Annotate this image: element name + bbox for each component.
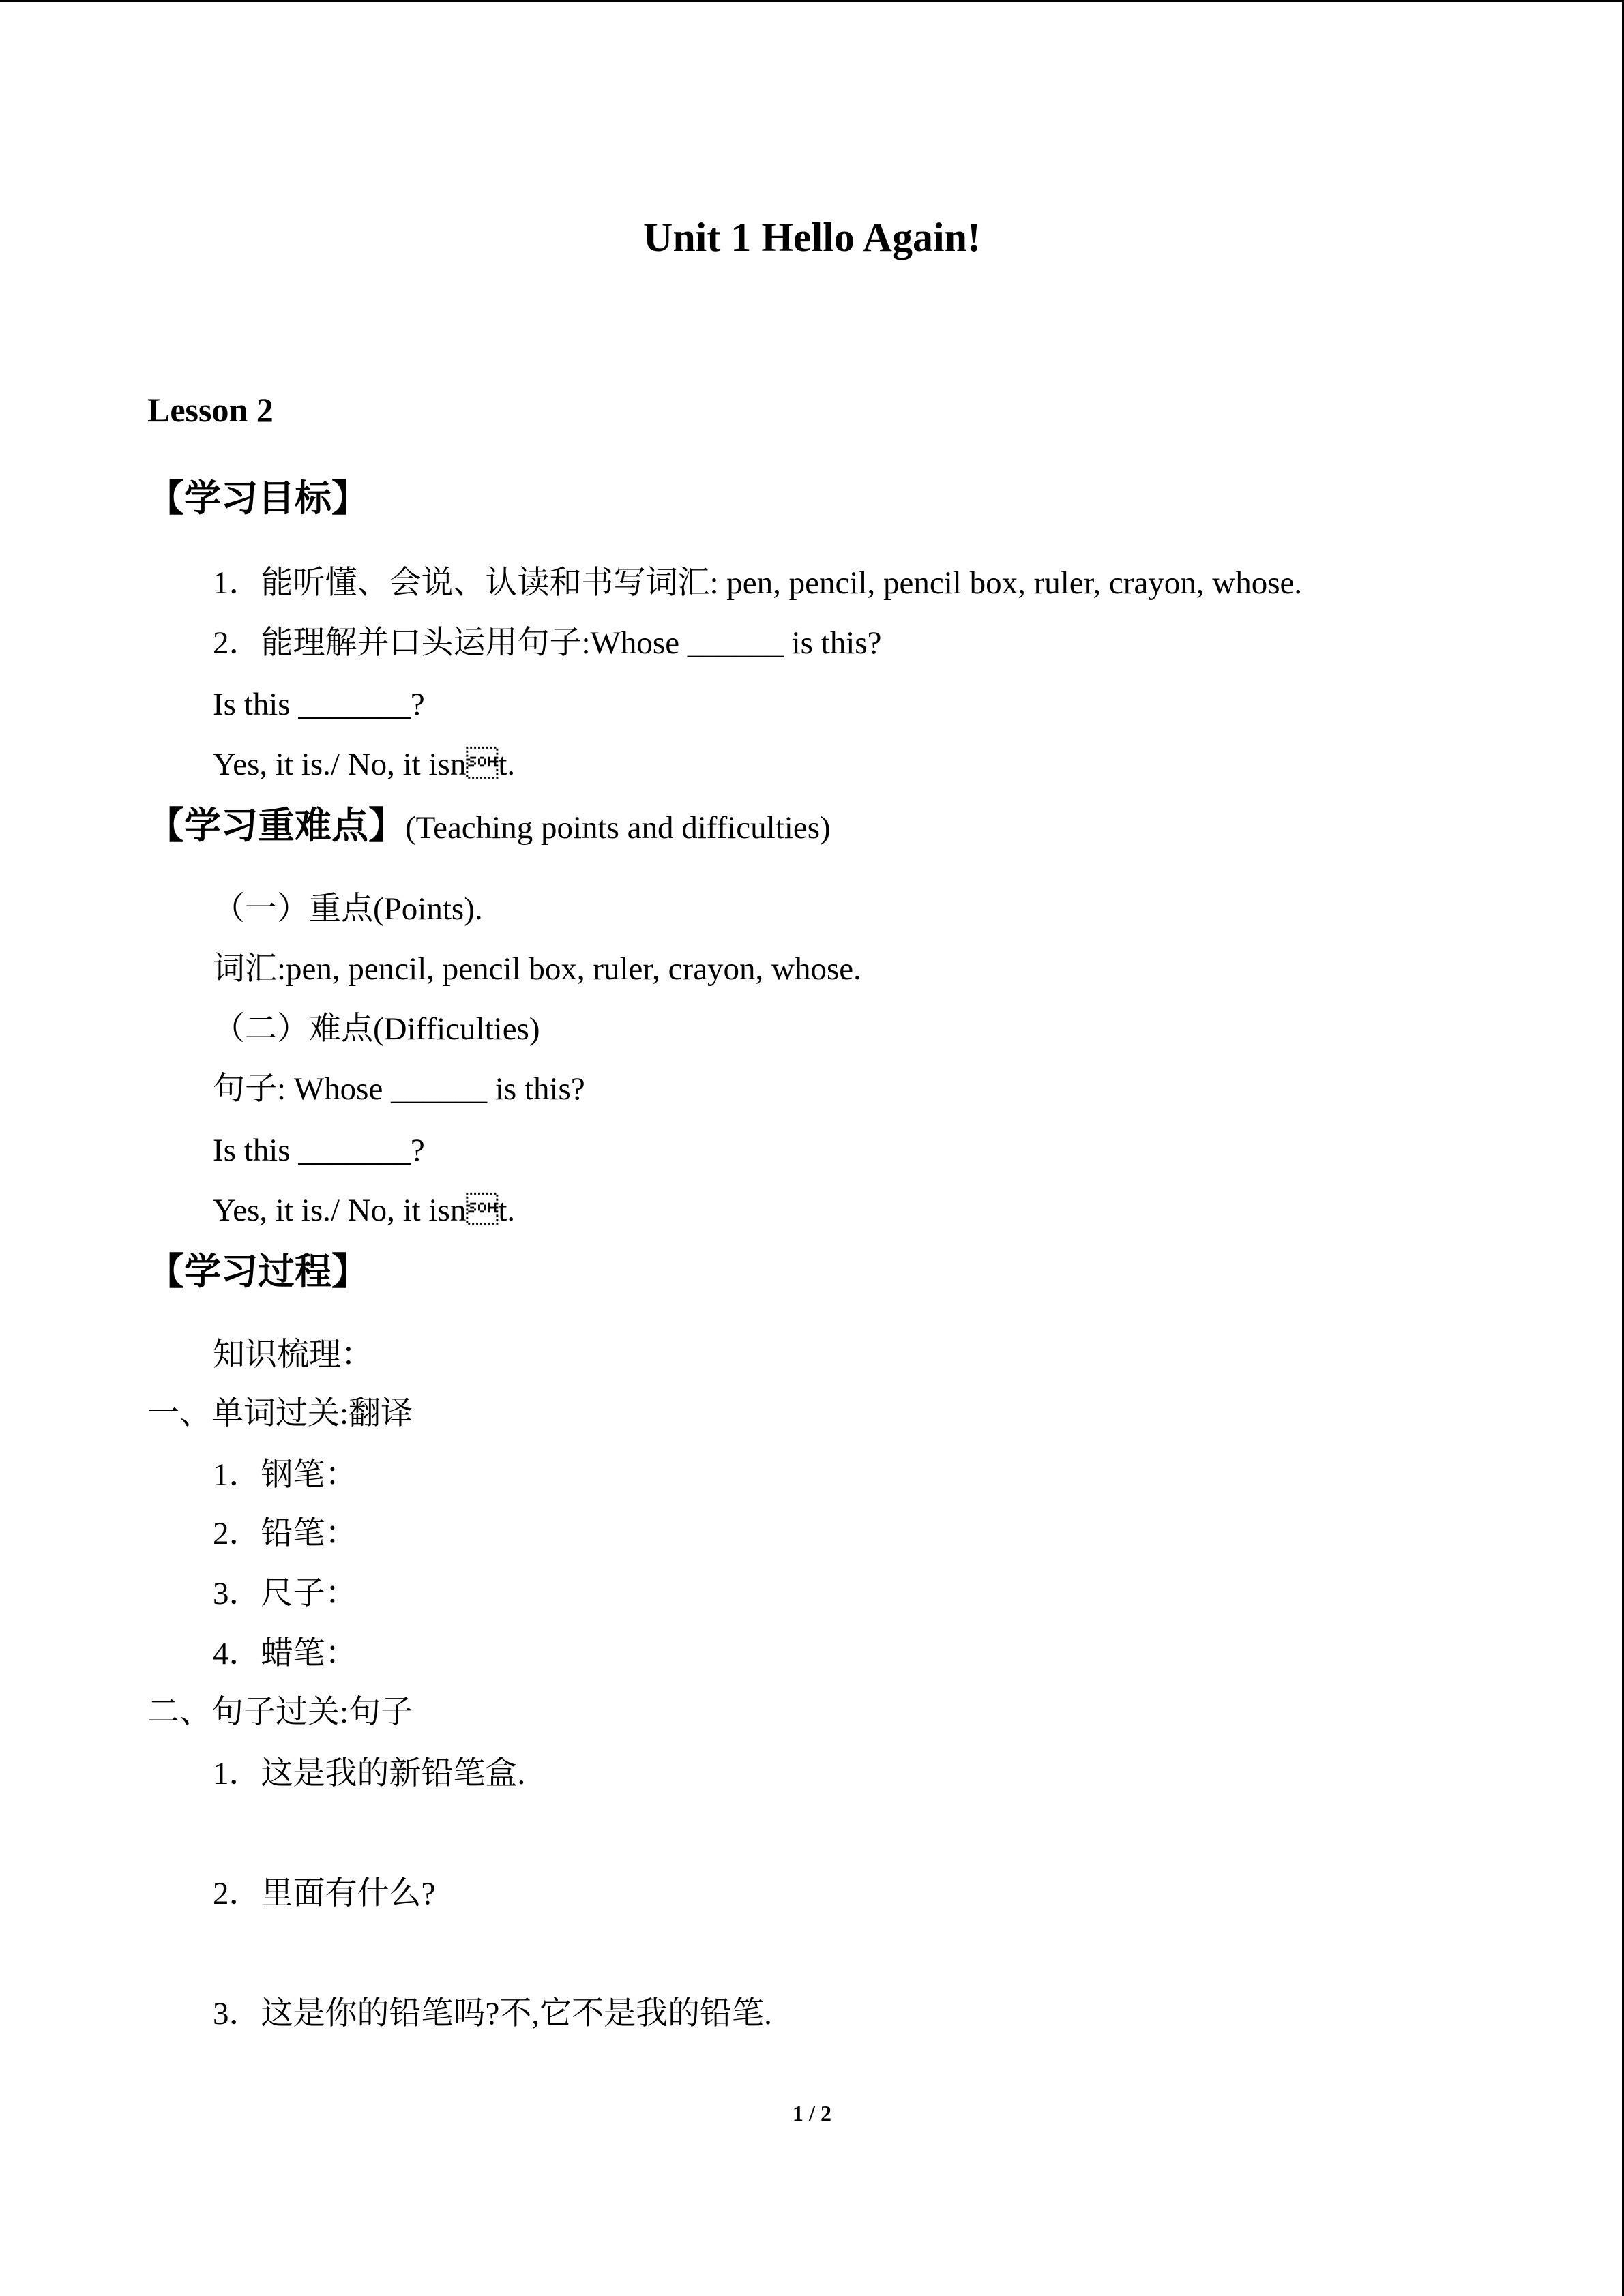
key-points-item-4: 句子: Whose ______ is this? <box>213 1071 585 1107</box>
key-points-heading-label: 【学习重难点】 <box>147 804 405 847</box>
objective-item-4: Yes, it is./ No, it isnt. <box>213 747 516 782</box>
key-points-item-2: 词汇:pen, pencil, pencil box, ruler, crayon, whose. <box>213 951 861 987</box>
key-points-heading-english: (Teaching points and difficulties) <box>405 810 831 846</box>
key-points-item-1: （一）重点(Points). <box>213 891 483 927</box>
key-points-item-6: Yes, it is./ No, it isnt. <box>213 1193 516 1228</box>
key-points-item-3: （二）难点(Difficulties) <box>213 1011 540 1047</box>
lesson-label: Lesson 2 <box>147 391 274 429</box>
process-intro: 知识梳理： <box>213 1337 373 1373</box>
key-points-item-5: Is this _______? <box>213 1133 425 1168</box>
objective-item-3: Is this _______? <box>213 687 425 722</box>
sentence-item-1: 1．这是我的新铅笔盒. <box>213 1756 526 1791</box>
objective-item-1: 1．能听懂、会说、认读和书写词汇: pen, pencil, pencil box, ruler, crayon, whose. <box>213 565 1303 601</box>
sentence-item-2: 2．里面有什么? <box>213 1876 436 1911</box>
objective-item-2: 2．能理解并口头运用句子:Whose ______ is this? <box>213 625 882 661</box>
sentence-item-3: 3．这是你的铅笔吗?不,它不是我的铅笔. <box>213 1996 772 2031</box>
vocabulary-item-2: 2．铅笔： <box>213 1516 357 1551</box>
section-heading-objectives: 【学习目标】 <box>147 477 368 520</box>
vocabulary-item-4: 4．蜡笔： <box>213 1636 357 1671</box>
vocabulary-item-3: 3．尺子： <box>213 1576 357 1611</box>
section-heading-key-points <box>147 804 831 847</box>
vocabulary-item-1: 1．钢笔： <box>213 1457 357 1493</box>
section-heading-process: 【学习过程】 <box>147 1250 368 1293</box>
vocabulary-part-title: 一、单词过关:翻译 <box>147 1396 413 1431</box>
page-number: 1 / 2 <box>793 2101 831 2126</box>
document-title: Unit 1 Hello Again! <box>643 215 981 260</box>
sentence-part-title: 二、句子过关:句子 <box>147 1695 413 1730</box>
